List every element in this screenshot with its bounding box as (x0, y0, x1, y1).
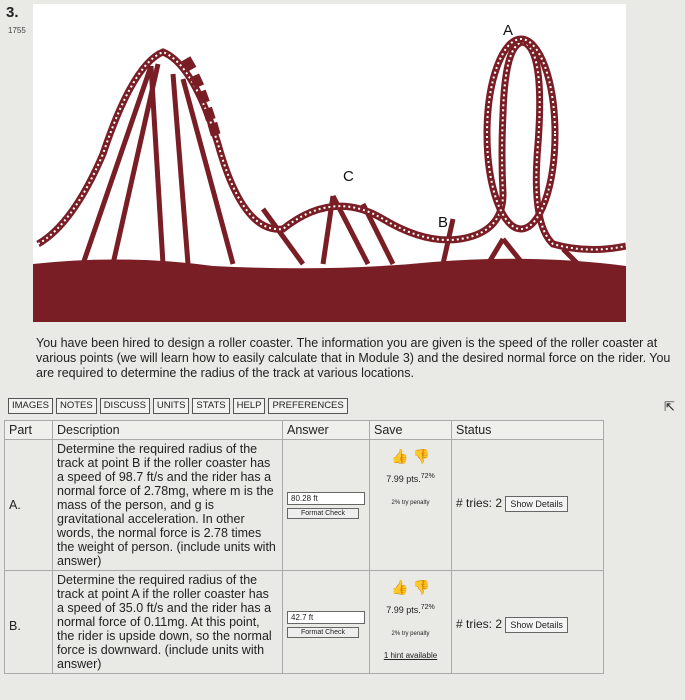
show-details-button[interactable]: Show Details (505, 496, 568, 512)
ground (33, 259, 626, 322)
tab-units[interactable]: UNITS (153, 398, 190, 414)
row-description: Determine the required radius of the track at point A if the roller coaster has a speed of 35.0 ft/s and the rider has a normal force of 0.11mg. At this point, the rider is upside down, so the normal force is downward. (include units with answer) (53, 571, 283, 674)
tab-images[interactable]: IMAGES (8, 398, 53, 414)
header-status: Status (452, 421, 604, 440)
roller-coaster-figure (33, 4, 626, 322)
thumbs-up-icon: 👍 (391, 448, 409, 464)
tab-preferences[interactable]: PREFERENCES (268, 398, 347, 414)
label-a: A (503, 22, 514, 39)
format-check-button[interactable]: Format Check (287, 627, 359, 638)
row-part: B. (5, 571, 53, 674)
row-save-cell (370, 571, 452, 674)
tab-discuss[interactable]: DISCUSS (100, 398, 150, 414)
mouse-cursor-icon: ⇱ (664, 399, 675, 414)
header-part: Part (5, 421, 53, 440)
row-status-cell (452, 440, 604, 571)
thumbs-up-icon: 👍 (391, 579, 409, 595)
show-details-button[interactable]: Show Details (505, 617, 568, 633)
tries-label: # tries: 2 (456, 617, 503, 631)
thumbs-down-icon: 👎 (412, 448, 430, 464)
header-description: Description (53, 421, 283, 440)
label-b: B (438, 214, 449, 231)
answer-input[interactable]: 42.7 ft (287, 611, 365, 624)
question-id: 1755 (8, 26, 26, 35)
intro-text: You have been hired to design a roller coaster. The information you are given is the speed of the roller coaster at various points (we will learn how to easily calculate that in Module 3) and the desired normal force on the rider. You are required to determine the radius of the track at various locations. (36, 336, 671, 380)
parts-table (4, 420, 604, 674)
hint-link[interactable]: 1 hint available (383, 651, 438, 660)
thumbs-icons (374, 579, 447, 596)
tries-label: # tries: 2 (456, 496, 503, 510)
roller-coaster-drawing (33, 4, 626, 322)
table-header-row (5, 421, 604, 440)
points-label: 7.99 pts.$^{72\%}$ (386, 604, 435, 615)
header-save: Save (370, 421, 452, 440)
question-number: 3. (6, 4, 19, 21)
points-label: 7.99 pts.$^{72\%}$ (386, 473, 435, 484)
tab-notes[interactable]: NOTES (56, 398, 97, 414)
answer-input[interactable]: 80.28 ft (287, 492, 365, 505)
label-c: C (343, 168, 354, 185)
tab-help[interactable]: HELP (233, 398, 266, 414)
row-part: A. (5, 440, 53, 571)
table-row (5, 440, 604, 571)
penalty-label: 2% try penalty (391, 631, 430, 637)
table-row (5, 571, 604, 674)
thumbs-down-icon: 👎 (412, 579, 430, 595)
row-status-cell (452, 571, 604, 674)
tab-stats[interactable]: STATS (192, 398, 229, 414)
thumbs-icons (374, 448, 447, 465)
header-answer: Answer (283, 421, 370, 440)
row-description: Determine the required radius of the track at point B if the roller coaster has a speed of 98.7 ft/s and the rider has a normal force of 2.78mg, where m is the mass of the person, and g is gravitational acceleration. In other words, the normal force is 2.78 times the weight of person. (include units with answer) (53, 440, 283, 571)
tab-bar (8, 398, 348, 414)
row-save-cell (370, 440, 452, 571)
row-answer-cell (283, 571, 370, 674)
format-check-button[interactable]: Format Check (287, 508, 359, 519)
row-answer-cell (283, 440, 370, 571)
penalty-label: 2% try penalty (391, 500, 430, 506)
